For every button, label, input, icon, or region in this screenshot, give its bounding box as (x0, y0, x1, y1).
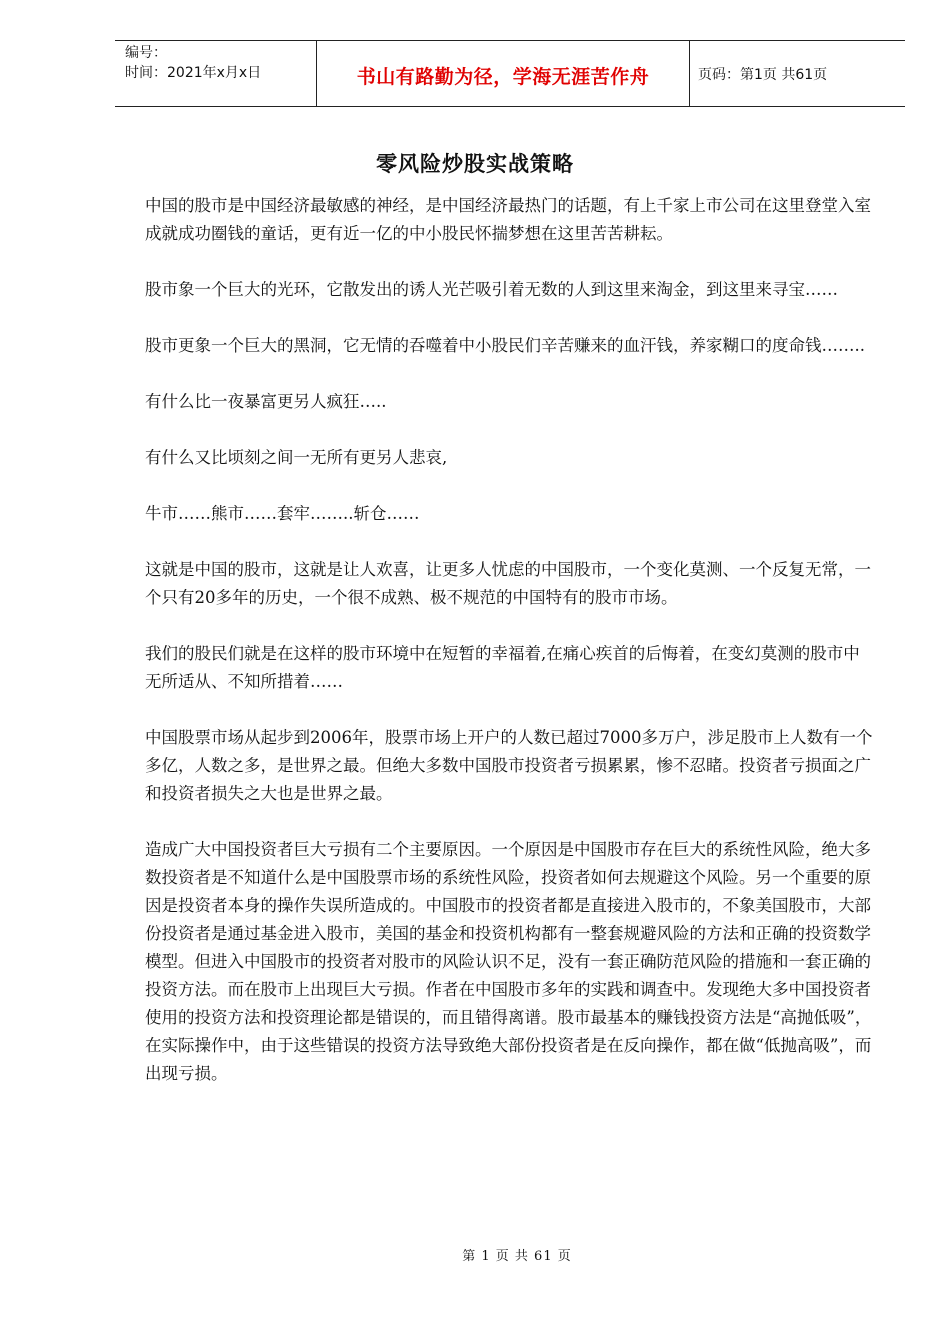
header-page-cell (690, 41, 905, 106)
paragraph: 造成广大中国投资者巨大亏损有二个主要原因。一个原因是中国股市存在巨大的系统性风险，绝大多数投资者是不知道什么是中国股票市场的系统性风险，投资者如何去规避这个风险。另一个重要的原因是投资者本身的操作失误所造成的。中国股市的投资者都是直接进入股市的，不象美国股市，大部份投资者是通过基金进入股市，美国的基金和投资机构都有一整套规避风险的方法和正确的投资数学模型。但进入中国股市的投资者对股市的风险认识不足，没有一套正确防范风险的措施和一套正确的投资方法。而在股市上出现巨大亏损。作者在中国股市多年的实践和调查中。发现绝大多中国投资者使用的投资方法和投资理论都是错误的，而且错得离谱。股市最基本的赚钱投资方法是“高抛低吸”，在实际操作中，由于这些错误的投资方法导致绝大部份投资者是在反向操作，都在做“低抛高吸”，而出现亏损。 (145, 840, 872, 1083)
header-slogan-cell (316, 41, 690, 106)
serial-label: 编号： (125, 45, 167, 61)
page-footer (0, 1245, 950, 1264)
header-meta (115, 41, 316, 106)
slogan: 书山有路勤为径，学海无涯苦作舟 (356, 66, 650, 88)
footer-page-number: 第 1 页 共 61 页 (462, 1249, 572, 1264)
paragraph: 有什么又比顷刻之间一无所有更另人悲哀, (145, 448, 448, 467)
paragraph: 中国股票市场从起步到2006年，股票市场上开户的人数已超过7000多万户，涉足股市上人数有一个多亿，人数之多，是世界之最。但绝大多数中国股市投资者亏损累累，惨不忍睹。投资者亏损面之广和投资者损失之大也是世界之最。 (145, 728, 873, 803)
paragraph: 这就是中国的股市，这就是让人欢喜，让更多人忧虑的中国股市，一个变化莫测、一个反复无常，一个只有20多年的历史，一个很不成熟、极不规范的中国特有的股市市场。 (145, 560, 871, 607)
paragraph: 股市更象一个巨大的黑洞，它无情的吞噬着中小股民们辛苦赚来的血汗钱，养家糊口的度命钱…….. (145, 336, 865, 355)
paragraph: 股市象一个巨大的光环，它散发出的诱人光芒吸引着无数的人到这里来淘金，到这里来寻宝…… (145, 280, 838, 299)
document-body (145, 192, 875, 1116)
paragraph: 中国的股市是中国经济最敏感的神经，是中国经济最热门的话题，有上千家上市公司在这里登堂入室成就成功圈钱的童话，更有近一亿的中小股民怀揣梦想在这里苦苦耕耘。 (145, 196, 871, 243)
paragraph: 有什么比一夜暴富更另人疯狂….. (145, 392, 387, 411)
paragraph: 牛市……熊市……套牢……..斩仓…… (145, 504, 420, 523)
document-title: 零风险炒股实战策略 (376, 152, 574, 176)
paragraph: 我们的股民们就是在这样的股市环境中在短暂的幸福着,在痛心疾首的后悔着，在变幻莫测的股市中无所适从、不知所措着…… (145, 644, 860, 691)
time-label: 时间：2021年x月x日 (125, 65, 262, 81)
page-info: 页码：第1页 共61页 (698, 66, 828, 83)
header-table (115, 40, 905, 107)
